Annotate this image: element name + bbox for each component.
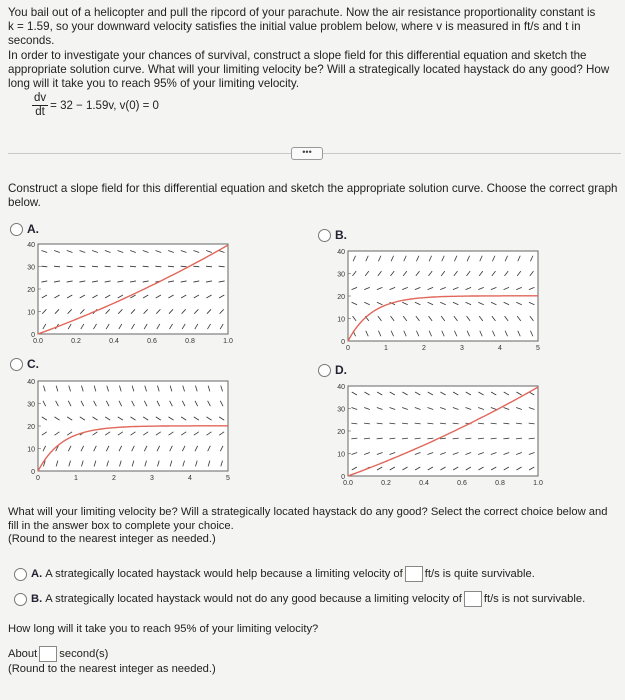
y-tick-label: 0 <box>31 332 35 339</box>
question2-line-2: fill in the answer box to complete your choice. <box>8 519 234 532</box>
radio-option-c[interactable] <box>10 358 23 371</box>
x-tick-label: 0.2 <box>381 480 391 487</box>
y-tick-label: 30 <box>27 264 35 272</box>
x-tick-label: 0.6 <box>457 480 467 487</box>
time-question: How long will it take you to reach 95% of your limiting velocity? <box>8 623 319 635</box>
plot-frame <box>38 244 228 334</box>
x-tick-label: 0.0 <box>33 338 43 345</box>
y-tick-label: 10 <box>337 316 345 324</box>
problem-line-2: k = 1.59, so your downward velocity satisfies the initial value problem below, where v is measured in ft/s and t in seconds. <box>8 20 581 48</box>
option-a-label: A. <box>27 222 39 236</box>
radio-option-d[interactable] <box>318 364 331 377</box>
x-tick-label: 0.4 <box>419 480 429 487</box>
graph-option-b <box>332 243 547 363</box>
answer-b-text-before: A strategically located haystack would not do any good because a limiting velocity of <box>45 593 462 605</box>
expand-button[interactable]: ••• <box>291 147 323 160</box>
problem-statement <box>8 6 620 91</box>
option-b[interactable] <box>318 228 347 242</box>
option-a[interactable] <box>10 222 39 236</box>
seconds-label: second(s) <box>59 648 109 660</box>
option-d[interactable] <box>318 363 347 377</box>
question2-line-1: What will your limiting velocity be? Will a strategically located haystack do any good? Select the correct choice below and <box>8 506 608 518</box>
y-tick-label: 40 <box>27 379 35 386</box>
y-tick-label: 30 <box>337 271 345 279</box>
x-tick-label: 0.4 <box>109 338 119 345</box>
answer-b-text-after: ft/s is not survivable. <box>483 593 586 605</box>
y-tick-label: 30 <box>337 406 345 414</box>
answer-choice-b[interactable] <box>14 591 585 607</box>
y-tick-label: 10 <box>27 446 35 454</box>
problem-line-1: You bail out of a helicopter and pull the ripcord of your parachute. Now the air resistance proportionality constant is <box>8 6 596 19</box>
x-tick-label: 4 <box>188 475 192 482</box>
radio-answer-b[interactable] <box>14 593 27 606</box>
y-tick-label: 0 <box>341 474 345 481</box>
answer-a-text-before: A strategically located haystack would help because a limiting velocity of <box>45 568 403 580</box>
x-tick-label: 0.8 <box>185 338 195 345</box>
equation-rhs: = 32 − 1.59v, v(0) = 0 <box>50 99 159 112</box>
x-tick-label: 3 <box>150 475 154 482</box>
answer-b-letter: B. <box>31 593 43 605</box>
y-tick-label: 20 <box>27 424 35 431</box>
x-tick-label: 1.0 <box>223 338 233 345</box>
x-tick-label: 1 <box>74 475 78 482</box>
option-c[interactable] <box>10 357 39 371</box>
y-tick-label: 20 <box>337 429 345 436</box>
fraction-denominator: dt <box>35 106 45 118</box>
y-tick-label: 30 <box>27 401 35 409</box>
radio-option-a[interactable] <box>10 223 23 236</box>
about-row <box>8 646 108 662</box>
answer-a-input[interactable] <box>405 566 423 582</box>
option-c-label: C. <box>27 357 39 371</box>
y-tick-label: 40 <box>337 384 345 391</box>
option-d-label: D. <box>335 363 347 377</box>
x-tick-label: 0.0 <box>343 480 353 487</box>
x-tick-label: 1.0 <box>533 480 543 487</box>
fraction-numerator: dv <box>34 92 47 104</box>
y-tick-label: 20 <box>27 287 35 294</box>
y-tick-label: 40 <box>337 249 345 256</box>
plot-frame <box>348 386 538 476</box>
y-tick-label: 0 <box>31 469 35 476</box>
differential-equation <box>32 92 159 119</box>
limiting-velocity-question <box>8 506 618 547</box>
answer-b-input[interactable] <box>464 591 482 607</box>
y-tick-label: 20 <box>337 294 345 301</box>
x-tick-label: 3 <box>460 345 464 352</box>
graph-option-a <box>22 236 237 356</box>
problem-line-4: appropriate solution curve. What will your limiting velocity be? Will a strategically located haystack do any good? How <box>8 62 610 76</box>
x-tick-label: 0 <box>36 475 40 482</box>
derivative-fraction <box>32 92 48 119</box>
graph-option-c <box>22 373 237 493</box>
radio-answer-a[interactable] <box>14 568 27 581</box>
answer-a-text-after: ft/s is quite survivable. <box>424 568 535 580</box>
x-tick-label: 2 <box>422 345 426 352</box>
x-tick-label: 0.8 <box>495 480 505 487</box>
x-tick-label: 2 <box>112 475 116 482</box>
instruction-line-2: below. <box>8 196 41 209</box>
answer-choice-a[interactable] <box>14 566 535 582</box>
option-b-label: B. <box>335 228 347 242</box>
x-tick-label: 0.6 <box>147 338 157 345</box>
y-tick-label: 10 <box>27 309 35 317</box>
y-tick-label: 0 <box>341 339 345 346</box>
x-tick-label: 0 <box>346 345 350 352</box>
radio-option-b[interactable] <box>318 229 331 242</box>
problem-line-5: long will it take you to reach 95% of your limiting velocity. <box>8 77 300 91</box>
question2-line-3: (Round to the nearest integer as needed.) <box>8 533 216 545</box>
about-label: About <box>8 648 38 660</box>
x-tick-label: 5 <box>536 345 540 352</box>
graph-option-d <box>332 378 547 498</box>
y-tick-label: 40 <box>27 242 35 249</box>
answer-a-letter: A. <box>31 568 43 580</box>
instruction <box>8 182 620 210</box>
x-tick-label: 5 <box>226 475 230 482</box>
problem-line-3: In order to investigate your chances of survival, construct a slope field for this differential equation and sketch the <box>8 48 587 62</box>
round-note: (Round to the nearest integer as needed.) <box>8 663 216 675</box>
x-tick-label: 4 <box>498 345 502 352</box>
x-tick-label: 1 <box>384 345 388 352</box>
x-tick-label: 0.2 <box>71 338 81 345</box>
y-tick-label: 10 <box>337 451 345 459</box>
seconds-input[interactable] <box>39 646 57 662</box>
instruction-line-1: Construct a slope field for this differential equation and sketch the appropriate solution curve. Choose the correct graph <box>8 182 618 195</box>
